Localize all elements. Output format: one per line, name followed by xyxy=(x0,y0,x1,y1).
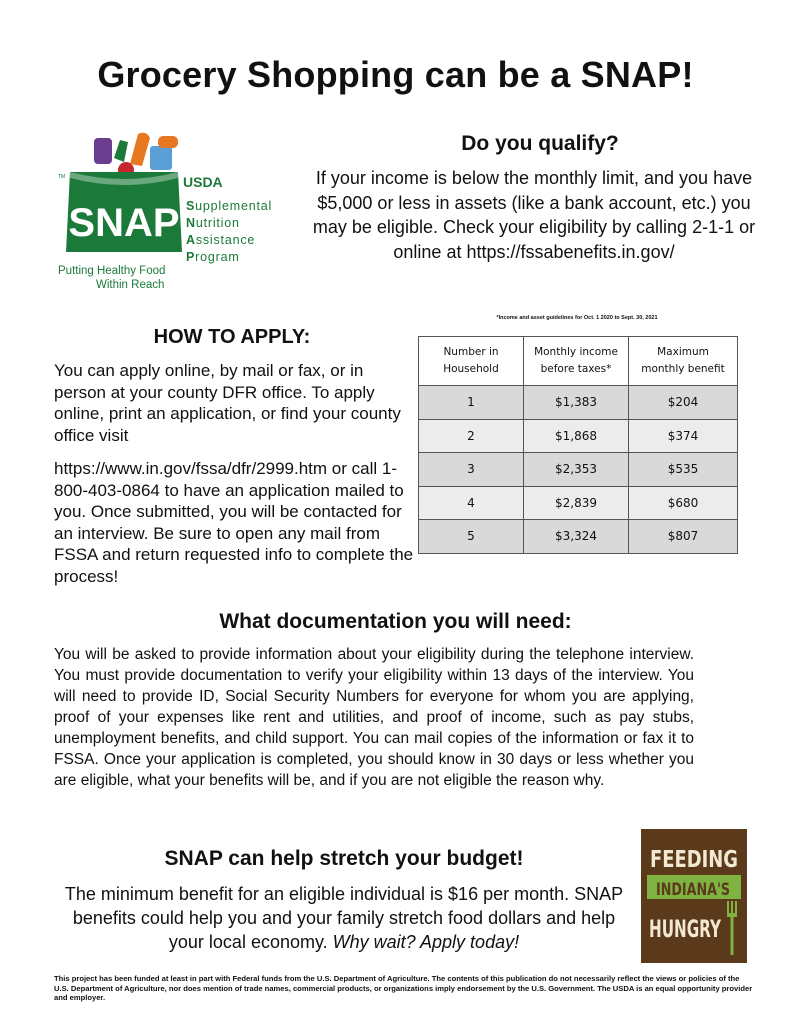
fih-line-hungry: HUNGRY xyxy=(649,915,722,943)
table-cell: $1,868 xyxy=(524,419,629,453)
page-title: Grocery Shopping can be a SNAP! xyxy=(97,54,694,95)
table-cell: $374 xyxy=(629,419,738,453)
program-name xyxy=(186,198,272,266)
feeding-indianas-hungry-logo xyxy=(641,829,747,963)
snap-wordmark: SNAP xyxy=(68,201,180,245)
budget-body xyxy=(54,882,634,954)
program-line: Supplemental xyxy=(186,199,273,213)
table-row xyxy=(419,520,738,554)
fih-line-indianas: INDIANA'S xyxy=(656,880,730,900)
funding-disclaimer: This project has been funded at least in part with Federal funds from the U.S. Department of Agriculture. The contents of this publication do not necessarily reflect the views or policies of the U.S. Department of Agriculture, nor does mention of trade names, commercial products, or organizations imply endorsement by the U.S. Government. The USDA is an equal opportunity provider and employer. xyxy=(54,974,753,1003)
table-cell: 1 xyxy=(419,386,524,420)
budget-call-to-action: Why wait? Apply today! xyxy=(332,932,520,952)
program-line: Assistance xyxy=(186,233,256,247)
table-cell: $1,383 xyxy=(524,386,629,420)
budget-heading: SNAP can help stretch your budget! xyxy=(164,847,524,870)
table-cell: $2,839 xyxy=(524,486,629,520)
table-row xyxy=(419,386,738,420)
apply-paragraph-1: You can apply online, by mail or fax, or in person at your county DFR office. To apply online, print an application, or find your county office visit xyxy=(54,361,401,445)
trademark-mark: TM xyxy=(58,174,66,180)
table-cell: 3 xyxy=(419,453,524,487)
documentation-heading: What documentation you will need: xyxy=(219,610,572,633)
table-header-row xyxy=(419,337,738,386)
table-cell: $3,324 xyxy=(524,520,629,554)
milk-icon xyxy=(150,146,172,170)
program-line: Nutrition xyxy=(186,216,240,230)
usda-label: USDA xyxy=(183,174,223,190)
table-cell: 2 xyxy=(419,419,524,453)
table-row xyxy=(419,419,738,453)
celery-icon xyxy=(114,140,128,162)
carrot-icon xyxy=(130,133,150,166)
logo-tagline: Putting Healthy Food Within Reach xyxy=(58,265,166,291)
header-benefit: Maximum monthly benefit xyxy=(629,337,738,386)
grape-icon xyxy=(94,138,112,164)
documentation-body: You will be asked to provide information about your eligibility during the telephone interview. You must provide documentation to verify your eligibility within 13 days of the interview. You will need to provide ID, Social Security Numbers for everyone for whom you are applying, proof of your expenses like rent and utilities, and proof of income, such as pay stubs, unemployment benefits, and child support. You can mail copies of the information or fax it to FSSA. Once your application is completed, you should know in 30 days or less whether you are eligible, what your benefits will be, and if you are not eligible the reason why. xyxy=(54,646,694,789)
table-cell: $204 xyxy=(629,386,738,420)
table-cell: $680 xyxy=(629,486,738,520)
fih-line-feeding: FEEDING xyxy=(650,847,738,873)
table-cell: $535 xyxy=(629,453,738,487)
table-cell: 5 xyxy=(419,520,524,554)
table-cell: $2,353 xyxy=(524,453,629,487)
table-cell: $807 xyxy=(629,520,738,554)
table-footnote: *Income and asset guidelines for Oct. 1 2020 to Sept. 30, 2021 xyxy=(496,315,658,321)
qualify-body: If your income is below the monthly limit, and you have $5,000 or less in assets (like a bank account, etc.) you may be eligible. Check your eligibility by calling 2-1-1 or online at https://fssabenefits.in.gov/ xyxy=(312,168,756,262)
apply-paragraph-2: https://www.in.gov/fssa/dfr/2999.htm or call 1-800-403-0864 to have an application mailed to you. Once submitted, you will be contacted for an interview. Be sure to open any mail from FSSA and return requested info to complete the process! xyxy=(54,459,414,586)
bread-icon xyxy=(158,136,178,148)
table-cell: 4 xyxy=(419,486,524,520)
budget-text: The minimum benefit for an eligible individual is $16 per month. SNAP benefits could help you and your family stretch food dollars and help your local economy. xyxy=(64,884,624,952)
program-line: Program xyxy=(186,250,240,264)
table-row xyxy=(419,486,738,520)
apply-heading: HOW TO APPLY: xyxy=(153,326,311,348)
header-household: Number in Household xyxy=(419,337,524,386)
table-row xyxy=(419,453,738,487)
income-table xyxy=(418,336,738,554)
header-income: Monthly income before taxes* xyxy=(524,337,629,386)
qualify-heading: Do you qualify? xyxy=(461,132,619,155)
